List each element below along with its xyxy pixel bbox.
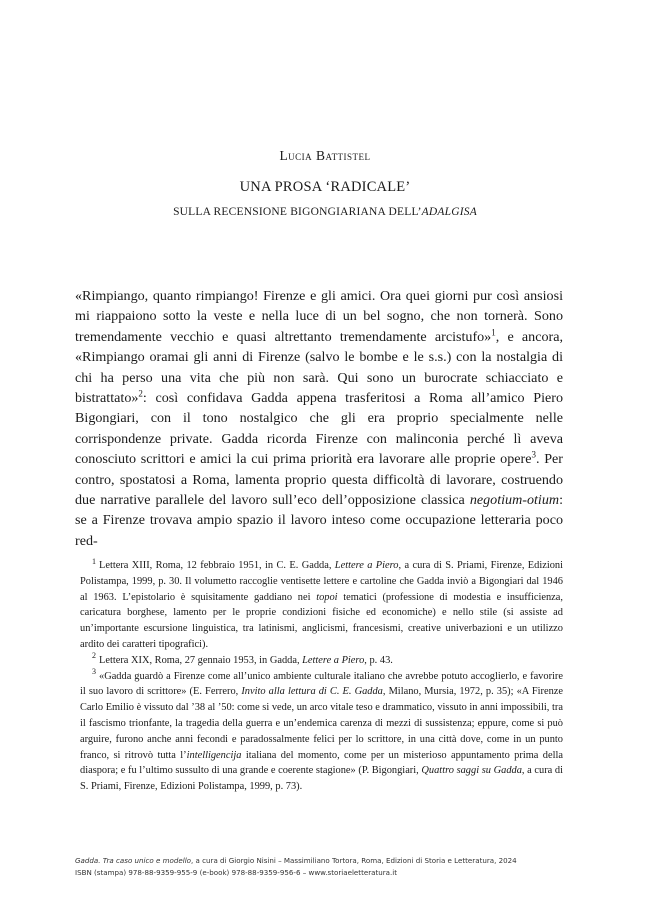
article-subtitle: [0, 206, 650, 218]
footnote-ref-1[interactable]: 1: [491, 327, 496, 338]
body-paragraph: [75, 286, 563, 551]
footnote-text: Lettera XIX, Roma, 27 gennaio 1953, in Gadda,: [99, 654, 303, 666]
footnote-italic: topoi: [316, 591, 338, 603]
footnote-number: 3: [92, 667, 96, 677]
footer-publisher: , a cura di Giorgio Nisini – Massimiliano Tortora, Roma, Edizioni di Storia e Letteratura, 2024: [191, 856, 517, 865]
footnote-3: [80, 669, 563, 795]
article-title: UNA PROSA ‘RADICALE’: [239, 179, 411, 195]
body-text-segment: : se a Firenze trovava ampio spazio il lavoro inteso come occupazione letteraria poco red-: [75, 492, 563, 549]
footnote-text: , Milano, Mursia, 1972, p. 35); «A Firenze Carlo Emilio è vissuto dal ’38 al ’50: come si vede, un arco vitale teso e drammatico, vissuto in anni impossibili, tra il fascismo trionfante, la tragedia della guerra e un’endemica carenza di mezzi di sussistenza; eppure, come si può arguire, furono anche anni fecondi e paradossalmente felici per lo scrittore, in una città dove, come in un punto franco, si ritrovò tutta l’: [80, 686, 563, 761]
body-text-segment: , e ancora, «Rimpiango oramai gli anni di Firenze (salvo le bombe e le s.s.) con la nostalgia di chi ha perso una vita che più non sarà. Qui sono un burocrate schiacciato e bistrattato»: [75, 328, 563, 407]
footnote-ref-2[interactable]: 2: [138, 388, 143, 399]
footnote-2: [80, 653, 563, 669]
footnote-text: , a cura di S. Priami, Firenze, Edizioni Polistampa, 1999, p. 30. Il volumetto raccoglie ventisette lettere e cartoline che Gadda inviò a Bigongiari dal 1946 al 1963. L’epistolario è squisitamente gaddiano nei: [80, 560, 564, 603]
footnote-italic: Quattro saggi su Gadda: [421, 765, 522, 777]
footnote-italic: intelligencija: [186, 749, 242, 761]
author-name: Lucia Battistel: [279, 148, 371, 163]
page-footer: [75, 855, 575, 879]
footnote-number: 2: [92, 651, 96, 661]
body-text-segment: : così confidava Gadda appena trasferitosi a Roma all’amico Piero Bigongiari, con il tono nostalgico che gli era proprio specialmente nelle corrispondenze private. Gadda ricorda Firenze con malinconia perché lì aveva conosciuto scrittori e amici la cui prima priorità era lavorare alle proprie opere: [75, 390, 563, 468]
footnote-number: 1: [92, 556, 96, 566]
footer-citation: [75, 855, 575, 867]
footer-isbn: ISBN (stampa) 978-88-9359-955-9 (e-book) 978-88-9359-956-6 – www.storiaeletteratura.it: [75, 868, 398, 877]
body-text-segment: «Rimpiango, quanto rimpiango! Firenze e gli amici. Ora quei giorni pur così ansiosi mi riappaiono sotto la veste e nella luce di un bel sogno, che non tornerà. Sono tremendamente vecchio e quasi altrettanto tremendamente arcistufo»: [75, 288, 563, 345]
footnotes: [80, 558, 563, 795]
footnote-text: Lettera XIII, Roma, 12 febbraio 1951, in C. E. Gadda,: [99, 560, 335, 571]
footnote-italic: Lettere a Piero: [334, 560, 399, 571]
footnote-text: tematici (professione di modestia e insufficienza, caricatura borghese, lamento per le proprie condizioni fisiche ed economiche) e nello stile (si assiste ad un’importante escursione linguistica, tra latinismi, anglicismi, francesismi, creative univerbazioni e un utilizzo ardito dei caratteri tipografici).: [80, 591, 563, 650]
footnote-1: [80, 558, 563, 653]
footnote-italic: Lettere a Piero: [302, 654, 365, 666]
body-text-segment: . Per contro, spostatosi a Roma, lamenta proprio questa difficoltà di lavorare, costruendo due narrative parallele del lavoro sull’eco dell’opposizione classica: [75, 451, 563, 509]
body-italic-term: negotium-otium: [469, 492, 560, 509]
footnote-ref-3[interactable]: 3: [531, 449, 536, 460]
footnote-text: «Gadda guardò a Firenze come all’unico ambiente culturale italiano che avrebbe potuto accoglierlo, e favorire il suo lavoro di scrittore» (E. Ferrero,: [80, 670, 563, 698]
footnote-text: italiana del momento, come per un misterioso appuntamento prima della diaspora; e fu l’ultimo sussulto di una grande e coerente stagione» (P. Bigongiari,: [80, 749, 563, 777]
footnote-italic: Invito alla lettura di C. E. Gadda: [241, 686, 383, 698]
footnote-text: , p. 43.: [364, 654, 393, 666]
subtitle-text: SULLA RECENSIONE BIGONGIARIANA DELL’: [173, 206, 422, 218]
footer-book-title: Gadda. Tra caso unico e modello: [75, 856, 192, 865]
footnote-text: , a cura di S. Priami, Firenze, Edizioni Polistampa, 1999, p. 73).: [80, 765, 564, 793]
body-paragraph-text: [75, 286, 563, 551]
subtitle-italic-text: ADALGISA: [421, 206, 477, 218]
